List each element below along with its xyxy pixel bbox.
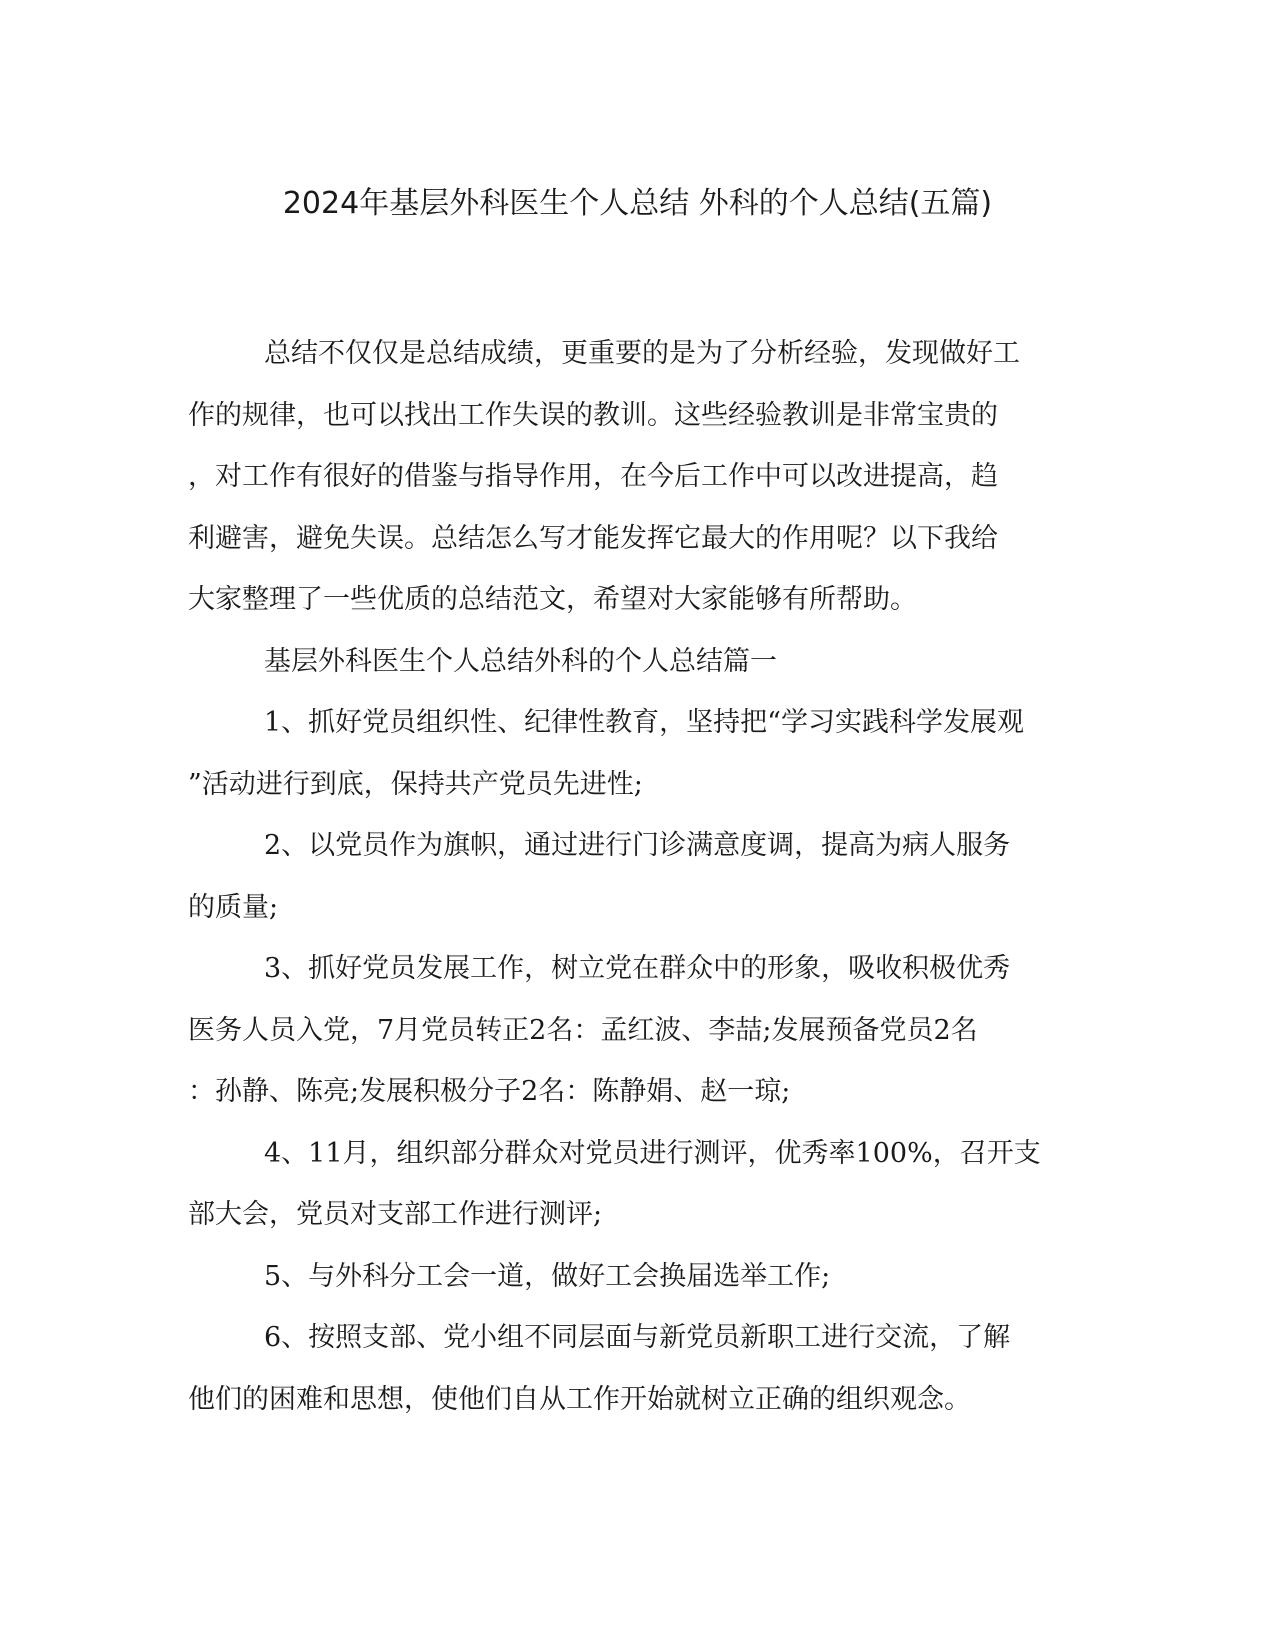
text-line: 总结不仅仅是总结成绩，更重要的是为了分析经验，发现做好工 <box>264 338 1020 369</box>
text-line: ”活动进行到底，保持共产党员先进性; <box>188 768 643 800</box>
text-line: 1、抓好党员组织性、纪律性教育，坚持把“学习实践科学发展观 <box>264 707 1024 738</box>
text-line: 基层外科医生个人总结外科的个人总结篇一 <box>264 645 777 677</box>
text-line: 医务人员入党，7月党员转正2名：孟红波、李喆;发展预备党员2名 <box>188 1014 978 1046</box>
text-line: 大家整理了一些优质的总结范文，希望对大家能够有所帮助。 <box>188 584 917 615</box>
text-line: 作的规律，也可以找出工作失误的教训。这些经验教训是非常宝贵的 <box>188 399 998 431</box>
text-line: 6、按照支部、党小组不同层面与新党员新职工进行交流，了解 <box>264 1322 1011 1353</box>
text-line: 他们的困难和思想，使他们自从工作开始就树立正确的组织观念。 <box>188 1383 971 1415</box>
text-line: 部大会，党员对支部工作进行测评; <box>188 1199 603 1230</box>
document-title: 2024年基层外科医生个人总结 外科的个人总结(五篇) <box>282 186 993 221</box>
text-line: 5、与外科分工会一道，做好工会换届选举工作; <box>264 1260 831 1292</box>
document-body <box>188 323 1083 1430</box>
text-line: 2、以党员作为旗帜，通过进行门诊满意度调，提高为病人服务 <box>264 830 1011 861</box>
text-line: ，对工作有很好的借鉴与指导作用，在今后工作中可以改进提高，趋 <box>188 461 998 492</box>
text-line: 3、抓好党员发展工作，树立党在群众中的形象，吸收积极优秀 <box>264 953 1011 984</box>
text-line: 4、11月，组织部分群众对党员进行测评，优秀率100%，召开支 <box>264 1137 1041 1169</box>
text-line: ：孙静、陈亮;发展积极分子2名：陈静娟、赵一琼; <box>188 1076 791 1107</box>
text-line: 利避害，避免失误。总结怎么写才能发挥它最大的作用呢？以下我给 <box>188 522 998 554</box>
text-line: 的质量; <box>188 891 279 923</box>
